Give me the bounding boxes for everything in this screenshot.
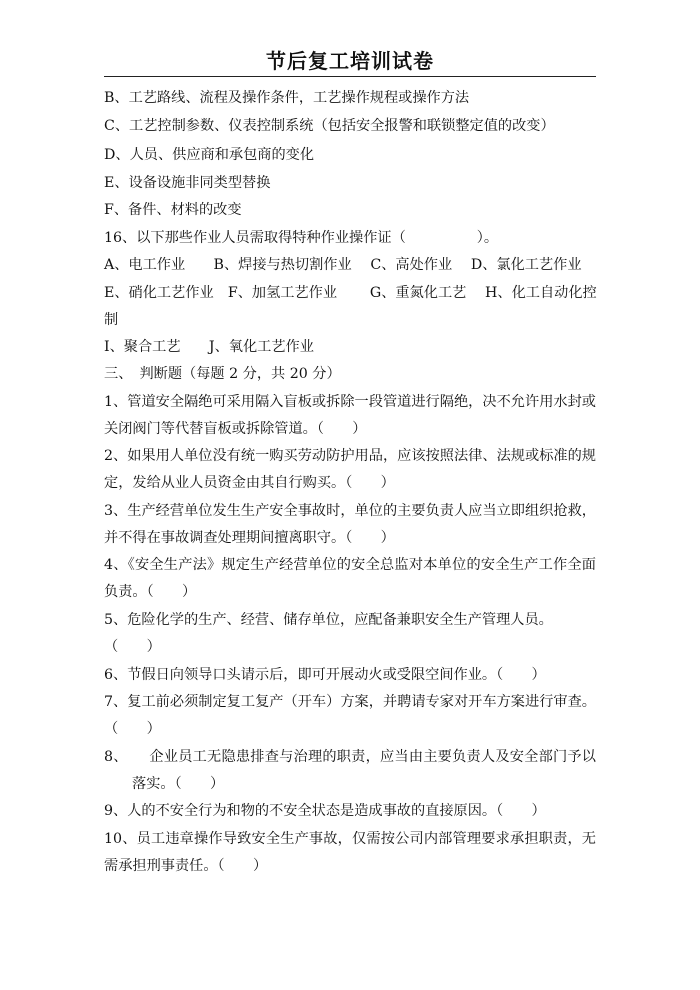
section-heading-true-false: 三、 判断题（每题 2 分，共 20 分） [104, 366, 341, 382]
tf-question-7: 7、复工前必须制定复工复产（开车）方案，并聘请专家对开车方案进行审查。 [104, 694, 596, 710]
tf-question-8: 8、 企业员工无隐患排查与治理的职责，应当由主要负责人及安全部门予以 [104, 749, 596, 765]
option-d: D、人员、供应商和承包商的变化 [104, 147, 315, 163]
question-16-options-row-2: E、硝化工艺作业 F、加氢工艺作业 G、重氮化工艺 H、化工自动化控 [104, 285, 597, 301]
tf-question-10: 10、员工违章操作导致安全生产事故，仅需按公司内部管理要求承担职责，无 [104, 831, 596, 847]
page-title: 节后复工培训试卷 [266, 49, 434, 73]
option-c: C、工艺控制参数、仪表控制系统（包括安全报警和联锁整定值的改变） [104, 118, 555, 134]
page-header [104, 48, 596, 77]
tf-question-6: 6、节假日向领导口头请示后，即可开展动火或受限空间作业。（ ） [104, 667, 546, 683]
tf-question-3-cont: 并不得在事故调查处理期间擅离职守。（ ） [104, 530, 395, 546]
tf-question-7-cont: （ ） [104, 721, 161, 737]
question-16-options-row-3: I、聚合工艺 J、氧化工艺作业 [104, 339, 314, 355]
tf-question-1-cont: 关闭阀门等代替盲板或拆除管道。（ ） [104, 421, 367, 437]
tf-question-2: 2、如果用人单位没有统一购买劳动防护用品，应该按照法律、法规或标准的规 [104, 448, 596, 464]
question-16-options-row-2-cont: 制 [104, 312, 119, 328]
tf-question-5-cont: （ ） [104, 639, 161, 655]
tf-question-9: 9、人的不安全行为和物的不安全状态是造成事故的直接原因。（ ） [104, 803, 546, 819]
tf-question-5: 5、危险化学的生产、经营、储存单位，应配备兼职安全生产管理人员。 [104, 612, 553, 628]
option-b: B、工艺路线、流程及操作条件，工艺操作规程或操作方法 [104, 90, 470, 106]
tf-question-10-cont: 需承担刑事责任。（ ） [104, 858, 268, 874]
tf-question-3: 3、生产经营单位发生生产安全事故时，单位的主要负责人应当立即组织抢救， [104, 503, 596, 519]
question-16: 16、以下那些作业人员需取得特种作业操作证（ ）。 [104, 230, 499, 246]
question-16-options-row-1: A、电工作业 B、焊接与热切割作业 C、高处作业 D、氯化工艺作业 [104, 257, 582, 273]
option-f: F、备件、材料的改变 [104, 202, 242, 218]
tf-question-4-cont: 负责。（ ） [104, 584, 197, 600]
tf-question-8-cont: 落实。（ ） [132, 776, 225, 792]
tf-question-1: 1、管道安全隔绝可采用隔入盲板或拆除一段管道进行隔绝，决不允许用水封或 [104, 394, 596, 410]
tf-question-4: 4、《安全生产法》规定生产经营单位的安全总监对本单位的安全生产工作全面 [104, 557, 596, 573]
tf-question-2-cont: 定，发给从业人员资金由其自行购买。（ ） [104, 475, 395, 491]
option-e: E、设备设施非同类型替换 [104, 175, 271, 191]
